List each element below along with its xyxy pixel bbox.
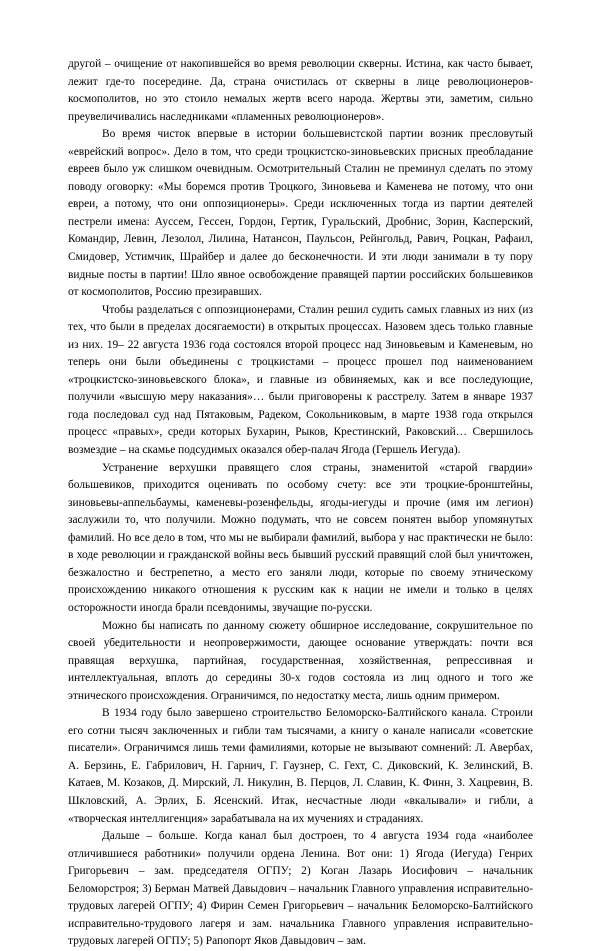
paragraph: Можно бы написать по данному сюжету обширное исследование, сокрушительное по своей убедительности и неопровержимости, дающее основание утверждать: почти вся правящая верхушка, партийная, государственная, хозяйственная, репрессивная и интеллектуальная, вплоть до середины 30-х годов состояла из лиц одного и того же этнического происхождения. Ограничимся, по недостатку места, лишь одним примером. bbox=[68, 619, 533, 702]
paragraph: Устранение верхушки правящего слоя страны, знаменитой «старой гвардии» большевиков, приходится оценивать по особому счету: все эти троцкие-бронштейны, зиновьевы-аппельбаумы, каменевы-розенфельды, ягоды-иегуды и прочие (имя им легион) заслужили то, что получили. Можно подумать, что не совсем понятен выбор упомянутых фамилий. Но все дело в том, что мы не выбирали фамилий, выбора у нас практически не было: в ходе революции и гражданской войны весь бывший русский правящий слой был уничтожен, безжалостно и бестрепетно, а место его заняли люди, которые по своему этническому происхождению никакого отношения к русским как к нации не имели и только в целях осторожности иногда брали псевдонимы, звучащие по-русски. bbox=[68, 461, 533, 614]
paragraph: Чтобы разделаться с оппозиционерами, Сталин решил судить самых главных из них (из тех, что были в пределах досягаемости) в открытых процессах. Назовем здесь только главные из них. 19– 22 августа 1936 года состоялся второй процесс над Зиновьевым и Каменевым, но теперь они были объединены с троцкистами – процесс прошел под наименованием «троцкистско-зиновьевского блока», и главные из обвиняемых, как и все последующие, получили «высшую меру наказания»… были приговорены к расстрелу. Затем в январе 1937 года последовал суд над Пятаковым, Радеком, Сокольниковым, в марте 1938 года открылся процесс «правых», среди которых Бухарин, Рыков, Крестинский, Раковский… Свершилось возмездие – на скамье подсудимых оказался обер-палач Ягода (Гершель Иегуда). bbox=[68, 303, 533, 457]
paragraph: В 1934 году было завершено строительство Беломорско-Балтийского канала. Строили его сотни тысяч заключенных и гибли там тысячами, а книгу о канале написали «советские писатели». Ограничимся лишь теми фамилиями, которые не вызывают сомнений: Л. Авербах, А. Берзинь, Е. Габрилович, Н. Гарнич, Г. Гаузнер, С. Гехт, С. Диковский, К. Зелинский, В. Катаев, М. Козаков, Д. Мирский, Л. Никулин, В. Перцов, Л. Славин, К. Финн, З. Хацревин, В. Шкловский, А. Эрлих, Б. Ясенский. Итак, несчастные люди «вкалывали» и гибли, а «творческая интеллигенция» зарабатывала на их мучениях и страданиях. bbox=[68, 707, 533, 825]
paragraph: Во время чисток впервые в истории большевистской партии возник пресловутый «еврейский вопрос». Дело в том, что среди троцкистско-зиновьевских присных преобладание евреев было уж слишком очевидным. Осмотрительный Сталин не преминул сделать по этому поводу оговорку: «Мы боремся против Троцкого, Зиновьева и Каменева не потому, что они евреи, а потому, что они оппозиционеры». Среди исключенных тогда из партии деятелей пестрели имена: Ауссем, Гессен, Гордон, Гертик, Гуральский, Дробнис, Зорин, Касперский, Командир, Левин, Лезолол, Лилина, Натансон, Паульсон, Рейнгольд, Равич, Роцкан, Рафаил, Смидовер, Устимчик, Шрайбер и далее до бесконечности. И эти люди занимали в ту пору видные посты в партии! Шло явное освобождение правящей партии российских большевиков от космополитов, Россию презиравших. bbox=[68, 128, 533, 299]
paragraph: Дальше – больше. Когда канал был достроен, то 4 августа 1934 года «наиболее отличившиеся работники» получили ордена Ленина. Вот они: 1) Ягода (Иегуда) Генрих Григорьевич – зам. председателя ОГПУ; 2) Коган Лазарь Иосифович – начальник Беломорстроя; 3) Берман Матвей Давыдович – начальник Главного управления исправительно-трудовых лагерей ОГПУ; 4) Фирин Семен Григорьевич – начальник Беломорско-Балтийского исправительно-трудового лагеря и зам. начальника Главного управления исправительно-трудовых лагерей ОГПУ; 5) Рапопорт Яков Давыдович – зам. bbox=[68, 830, 533, 948]
paragraph: другой – очищение от накопившейся во время революции скверны. Истина, как часто бывает, лежит где-то посередине. Да, страна очистилась от скверны в лице революционеров-космополитов, но это стоило немалых жертв всего народа. Жертвы эти, заметим, сильно преувеличивались наследниками «пламенных революционеров». bbox=[68, 58, 533, 123]
document-text-body bbox=[68, 56, 533, 951]
